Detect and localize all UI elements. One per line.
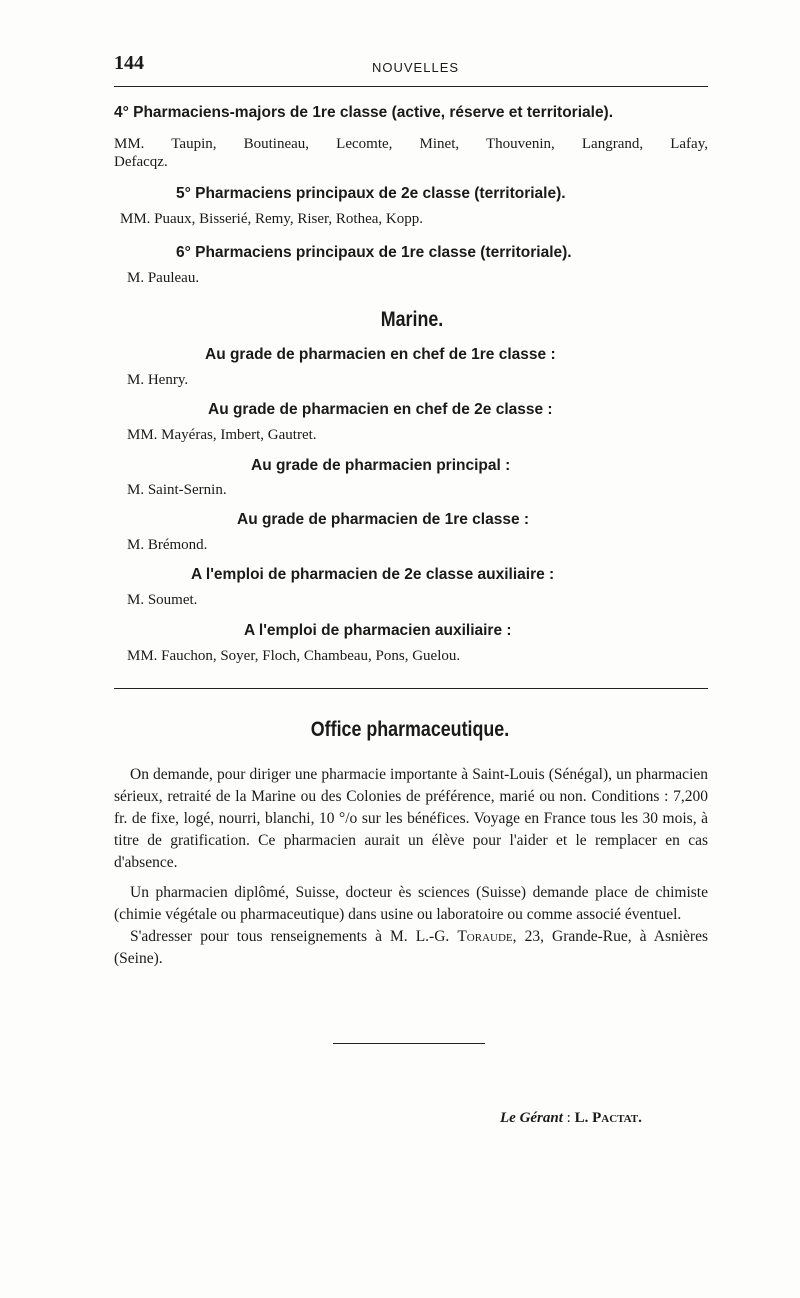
- header-rule: [114, 86, 708, 87]
- page-number: 144: [114, 52, 144, 74]
- section-rule: [114, 688, 708, 689]
- signature-name: L. Pactat.: [574, 1110, 642, 1126]
- signature-separator: :: [562, 1110, 575, 1126]
- section-heading-6: 6° Pharmaciens principaux de 1re classe (territoriale).: [176, 244, 572, 261]
- office-contact: [114, 926, 708, 970]
- signature-label: Le Gérant: [500, 1110, 563, 1126]
- marine-heading: A l'emploi de pharmacien de 2e classe auxiliaire :: [191, 566, 555, 583]
- marine-heading: Au grade de pharmacien de 1re classe :: [237, 511, 530, 528]
- closing-rule: [333, 1043, 485, 1044]
- running-head: NOUVELLES: [372, 60, 460, 75]
- names-line: MM. Fauchon, Soyer, Floch, Chambeau, Pons, Guelou.: [127, 648, 461, 664]
- names-line: M. Henry.: [127, 372, 189, 388]
- office-body: [114, 764, 708, 970]
- contact-suffix: , 23, Grande-Rue, à Asnières (Seine).: [114, 928, 708, 967]
- office-paragraph: Un pharmacien diplômé, Suisse, docteur ès sciences (Suisse) demande place de chimiste (chimie végétale ou pharmaceutique) dans usine ou laboratoire ou comme associé éventuel.: [114, 884, 708, 923]
- section-heading-5: 5° Pharmaciens principaux de 2e classe (territoriale).: [176, 185, 566, 202]
- names-line: MM. Mayéras, Imbert, Gautret.: [127, 427, 317, 443]
- names-line: Defacqz.: [114, 154, 168, 170]
- marine-heading: Au grade de pharmacien en chef de 1re classe :: [205, 346, 556, 363]
- marine-heading: Au grade de pharmacien principal :: [251, 457, 511, 474]
- office-paragraph: On demande, pour diriger une pharmacie importante à Saint-Louis (Sénégal), un pharmacien sérieux, retraité de la Marine ou des Colonies de préférence, marié ou non. Conditions : 7,200 fr. de fixe, logé, nourri, blanchi, 10 °/o sur les bénéfices. Voyage en France tous les 30 mois, à titre de gratification. Ce pharmacien aurait un élève pour l'aider et le remplacer en cas d'absence.: [114, 766, 708, 871]
- marine-heading: Au grade de pharmacien en chef de 2e classe :: [208, 401, 553, 418]
- marine-heading: A l'emploi de pharmacien auxiliaire :: [244, 622, 512, 639]
- names-line: MM. Taupin, Boutineau, Lecomte, Minet, Thouvenin, Langrand, Lafay,: [114, 136, 708, 152]
- names-line: M. Pauleau.: [127, 270, 200, 286]
- section-heading-4: 4° Pharmaciens-majors de 1re classe (active, réserve et territoriale).: [114, 104, 614, 121]
- names-line: MM. Puaux, Bisserié, Remy, Riser, Rothea, Kopp.: [120, 211, 423, 227]
- contact-prefix: S'adresser pour tous renseignements à M. L.-G.: [130, 928, 458, 945]
- office-title: Office pharmaceutique.: [310, 718, 510, 741]
- contact-name: Toraude: [457, 928, 513, 945]
- names-line: M. Brémond.: [127, 537, 208, 553]
- marine-title: Marine.: [380, 308, 444, 331]
- names-line: M. Soumet.: [127, 592, 198, 608]
- names-line: M. Saint-Sernin.: [127, 482, 227, 498]
- signature: [500, 1110, 642, 1127]
